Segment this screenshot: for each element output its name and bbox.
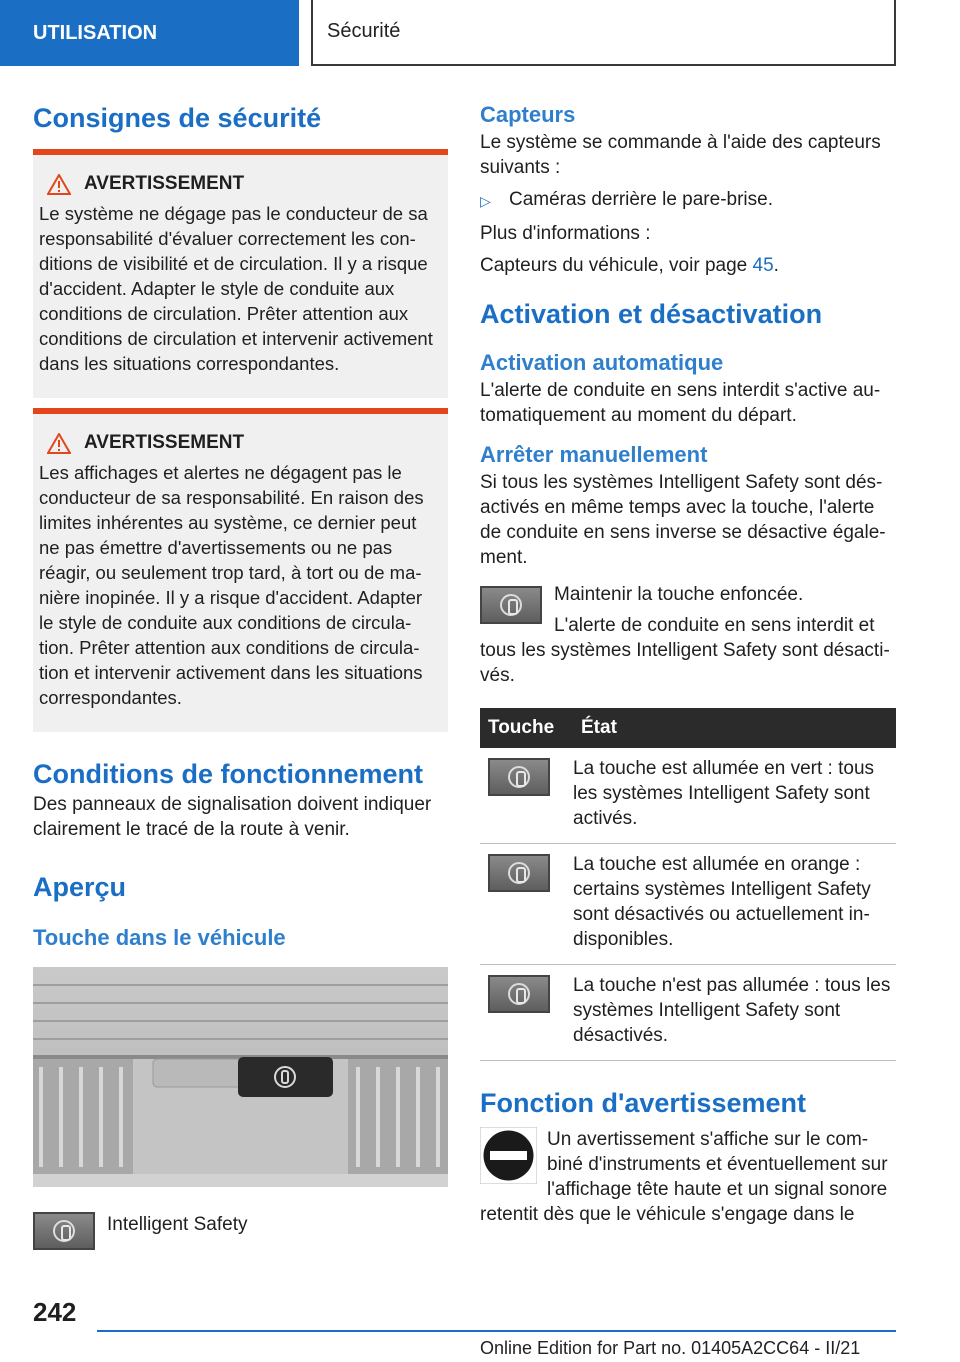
ref-line [480,253,896,278]
footer-edition: Online Edition for Part no. 01405A2CC64 - II/21 [480,1338,861,1358]
bullet-item [480,187,896,214]
warning-text: Le système ne dégage pas le conducteur de sa responsabilité d'évaluer correctement les conditions de visibilité et de circulation. Il y a risque d'accident. Adapter le style de conduite aux conditions de circulation. Prêter attention aux conditions de circulation et intervenir activement dans les situations correspondantes. [39,203,433,374]
vehicle-photo [33,967,448,1192]
col-etat: État [573,708,896,748]
conditions-title: Conditions de fonctionnement [33,759,423,789]
bullet-text: Caméras derrière le pare-brise. [509,189,773,210]
col-touche: Touche [480,708,573,748]
apercu-title: Aperçu [33,872,127,902]
warning-header [47,432,440,454]
conditions-text: Des panneaux de signalisation doivent indiquer clairement le tracé de la route à venir. [33,794,432,840]
left-column [33,100,448,1250]
manual-text: Si tous les systèmes Intelligent Safety sont désactivés en même temps avec la touche, l'alerte de conduite en sens inverse se désactive également. [480,472,886,568]
hold-block [480,582,896,688]
warning-box-1 [33,149,448,398]
footer-divider [97,1330,896,1332]
dashboard-image [33,967,448,1187]
ref-end: . [773,255,779,276]
warning-label: AVERTISSEMENT [84,173,245,194]
safety-title: Consignes de sécurité [33,103,322,133]
warning-box-2 [33,408,448,732]
page-header [0,0,960,66]
intelligent-safety-button-icon [33,1212,95,1250]
intelligent-safety-button-icon [488,975,550,1013]
table-row [480,965,896,1061]
subsection-tab: Sécurité [311,0,896,66]
right-column [480,100,896,1227]
warning-label: AVERTISSEMENT [84,432,245,453]
activation-title: Activation et désactivation [480,299,823,329]
table-cell-key [480,844,573,965]
table-cell-key [480,965,573,1061]
touche-title: Touche dans le véhicule [33,925,286,950]
plus-info: Plus d'informations : [480,223,651,244]
intelligent-safety-button-icon [480,586,542,624]
table-cell-state: La touche est allumée en vert : tous les systèmes Intelligent Safety sont activés. [573,748,896,844]
fonction-title: Fonction d'avertissement [480,1088,806,1118]
page-link[interactable]: 45 [752,255,774,276]
table-header-row [480,708,896,748]
auto-text: L'alerte de conduite en sens interdit s'active automatiquement au moment du départ. [480,380,881,426]
hold-text: Maintenir la touche enfoncée. [554,584,804,605]
page-number: 242 [33,1297,77,1327]
triangle-bullet-icon: ▷ [480,193,491,209]
warning-triangle-icon [47,433,71,454]
warning-triangle-icon [47,174,71,195]
section-tab: UTILISATION [0,0,299,66]
warning-header [47,173,440,195]
table-cell-state: La touche est allumée en orange : certains systèmes Intelligent Safety sont désactivés ou actuellement indisponibles. [573,844,896,965]
warning-text: Les affichages et alertes ne dégagent pas le conducteur de sa responsabilité. En raison des limites inhérentes au système, ce dernier peut ne pas émettre d'avertissements ou ne pas réagir, ou seulement trop tard, à tort ou de manière inopinée. Il y a risque d'accident. Adapter le style de conduite aux conditions de circulation. Prêter attention aux conditions de circulation et intervenir activement dans les situations correspondantes. [39,462,424,708]
capteurs-text: Le système se commande à l'aide des capteurs suivants : [480,132,881,178]
capteurs-title: Capteurs [480,102,576,127]
intelligent-safety-button-icon [488,758,550,796]
hold-result: L'alerte de conduite en sens interdit et tous les systèmes Intelligent Safety sont désactivés. [480,615,890,686]
table-row [480,748,896,844]
no-entry-sign-icon [480,1127,537,1184]
table-cell-state: La touche n'est pas allumée : tous les systèmes Intelligent Safety sont désactivés. [573,965,896,1061]
fonction-text-2: retentit dès que le véhicule s'engage dans le [480,1204,855,1225]
table-cell-key [480,748,573,844]
fonction-block [480,1127,896,1227]
manual-title: Arrêter manuellement [480,442,708,467]
status-table [480,708,896,1061]
caption-text: Intelligent Safety [107,1214,248,1235]
caption-row [33,1212,448,1250]
ref-text: Capteurs du véhicule, voir page [480,255,753,276]
auto-title: Activation automatique [480,350,724,375]
intelligent-safety-button-icon [488,854,550,892]
fonction-text: Un avertissement s'affiche sur le combiné d'instruments et éventuellement sur l'affichage tête haute et un signal sonore [547,1129,888,1200]
table-row [480,844,896,965]
